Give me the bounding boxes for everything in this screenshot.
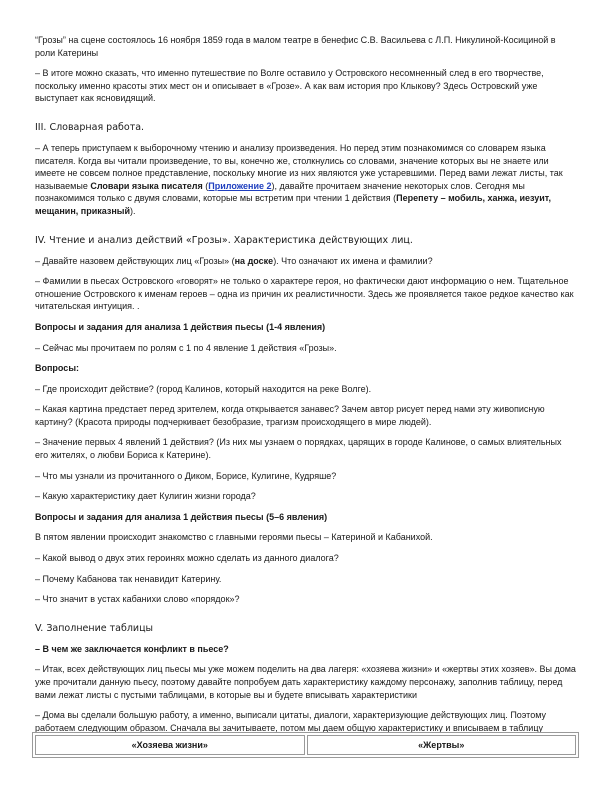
bold-subheading: Вопросы и задания для анализа 1 действия пьесы (1-4 явления) [35,321,326,332]
characters-table [32,732,579,758]
paragraph: – Сейчас мы прочитаем по ролям с 1 по 4 явление 1 действия «Грозы». [35,342,337,353]
paragraph: В пятом явлении происходит знакомство с главными героями пьесы – Катериной и Кабанихой. [35,532,433,543]
paragraph: – Итак, всех действующих лиц пьесы мы уже можем поделить на два лагеря: «хозяева жизни» и «жертвы этих хозяев». Вы дома уже прочитали данную пьесу, поэтому давайте попробуем дать характеристику каждому персонажу, заполнив таблицу, перед вами лежат листы с пустыми таблицами, в которые вы и будете вписывать характеристики [35,664,576,700]
bold-subheading: – В чем же заключается конфликт в пьесе? [35,643,229,654]
question: – Какая картина предстает перед зрителем, когда открывается занавес? Зачем автор рисует перед нами эту живописную картину? (Красота природы подчеркивает безобразие, трагизм происходящего в мире людей). [35,404,545,427]
question: – Почему Кабанова так ненавидит Катерину. [35,573,222,584]
table-header-victims: «Жертвы» [307,735,577,755]
paragraph: – А теперь приступаем к выборочному чтению и анализу произведения. Но перед этим познакомимся со словарем языка писателя. Когда вы читали произведение, то вы, конечно же, столкнулись со словами, значение которых вы не знаете или имеете не совсем полное представление, поскольку многие из них являются уже устаревшими. Перед вами лежат листы, так называемые Словари языка писателя (Приложение 2), давайте прочитаем значение некоторых слов. Сегодня мы познакомимся только с двумя словами, которые мы встретим при чтении 1 действия (Перепету – мобиль, ханжа, иезуит, мещанин, приказный). [35,142,563,216]
paragraph: – Дома вы сделали большую работу, а именно, выписали цитаты, диалоги, характеризующие действующих лиц. Поэтому работаем следующим образом. Сначала вы зачитываете, потом мы даем общую характеристику и вписываем в таблицу [35,710,546,733]
bold-term: Словари языка писателя [90,180,203,191]
bold-subheading: Вопросы: [35,363,79,374]
document-body [35,34,577,734]
paragraph: – В итоге можно сказать, что именно путешествие по Волге оставило у Островского несомненный след в его творчестве, поскольку именно красоты этих мест он и описывает в «Грозе». А как вам история про Клыкову? Здесь Островский уже выступает как ясновидящий. [35,68,544,104]
bold-term: на доске [234,255,274,266]
section-heading: V. Заполнение таблицы [35,622,154,634]
appendix-link[interactable]: Приложение 2 [208,180,272,191]
bold-subheading: Вопросы и задания для анализа 1 действия пьесы (5–6 явления) [35,511,328,522]
question: – Какой вывод о двух этих героинях можно сделать из данного диалога? [35,553,339,564]
paragraph: – Фамилии в пьесах Островского «говорят» не только о характере героя, но фактически дают информацию о нем. Тщательное отношение Островского к именам героев – одна из причин их реалистичности. Здесь же проявляется такое редкое качество как читательская интуиция. . [35,276,574,312]
question: – Что мы узнали из прочитанного о Диком, Борисе, Кулигине, Кудряше? [35,470,337,481]
question: – Что значит в устах кабанихи слово «порядок»? [35,594,240,605]
question: – Значение первых 4 явлений 1 действия? (Из них мы узнаем о порядках, царящих в городе Калинове, о самых влиятельных его жителях, о любви Бориса к Катерине). [35,437,562,461]
table-header-masters: «Хозяева жизни» [35,735,305,755]
paragraph: “Грозы” на сцене состоялось 16 ноября 1859 года в малом театре в бенефис С.В. Васильева с Л.П. Никулиной-Косициной в роли Катерины [35,35,556,58]
question: – Где происходит действие? (город Калинов, который находится на реке Волге). [35,383,372,394]
question: – Какую характеристику дает Кулигин жизни города? [35,491,256,502]
section-heading: IV. Чтение и анализ действий «Грозы». Характеристика действующих лиц. [35,234,413,246]
bold-words: Перепету – мобиль, ханжа, иезуит, мещанин, приказный [35,193,551,216]
paragraph: – Давайте назовем действующих лиц «Грозы» (на доске). Что означают их имена и фамилии? [35,255,433,266]
section-heading: III. Словарная работа. [35,121,145,133]
